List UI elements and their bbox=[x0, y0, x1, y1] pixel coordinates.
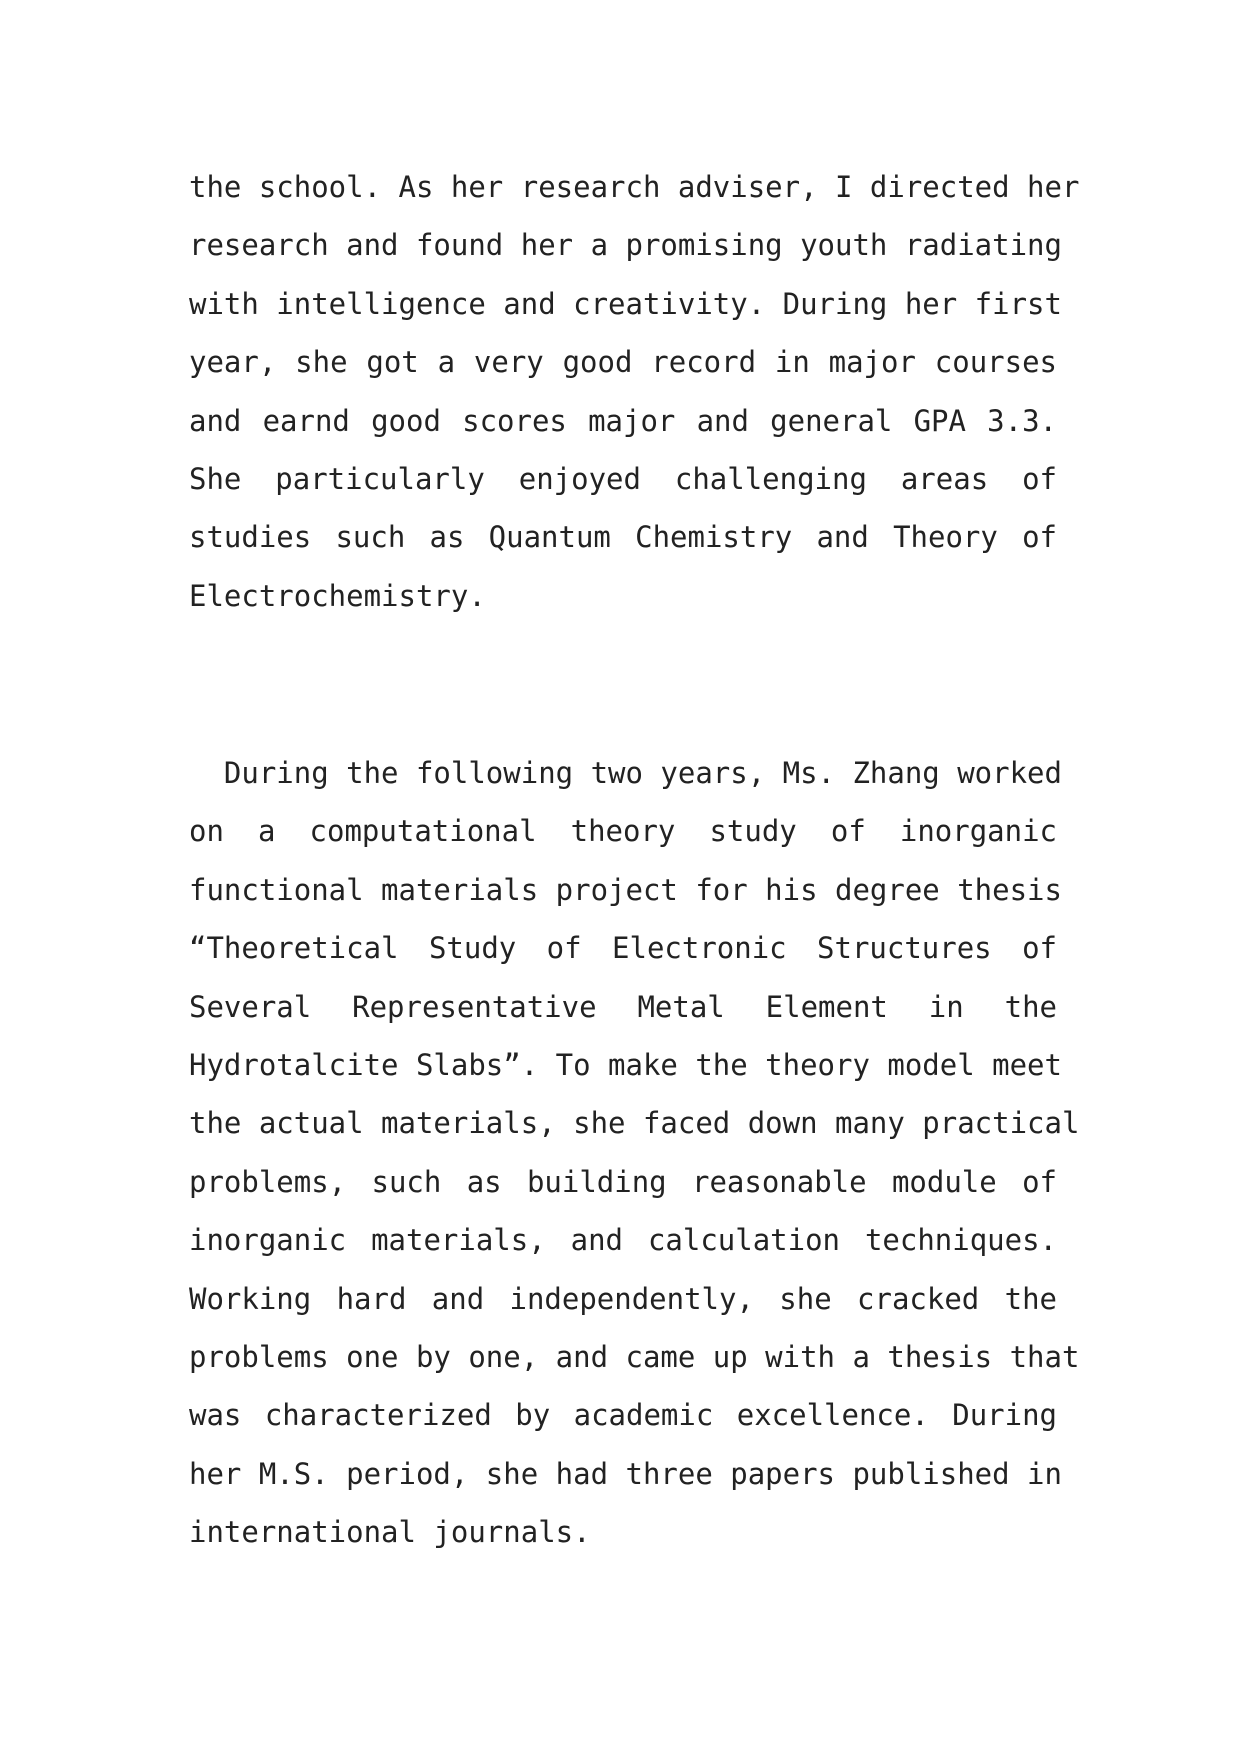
text-line: research and found her a promising youth radiating bbox=[189, 228, 1062, 263]
text-line: the actual materials, she faced down many practical bbox=[189, 1106, 1080, 1141]
text-line: Electrochemistry. bbox=[189, 578, 486, 613]
text-line: problems one by one, and came up with a thesis that bbox=[189, 1339, 1080, 1374]
text-line: with intelligence and creativity. During her first bbox=[189, 286, 1062, 321]
text-line: international journals. bbox=[189, 1515, 591, 1550]
text-line: functional materials project for his degree thesis bbox=[189, 872, 1062, 907]
text-line: She particularly enjoyed challenging areas of bbox=[189, 461, 1057, 496]
text-line: problems, such as building reasonable module of bbox=[189, 1164, 1057, 1199]
text-line: During the following two years, Ms. Zhang worked bbox=[189, 756, 1062, 790]
text-line: on a computational theory study of inorganic bbox=[189, 814, 1057, 849]
text-line: Hydrotalcite Slabs”. To make the theory model meet bbox=[189, 1047, 1062, 1082]
text-line: inorganic materials, and calculation techniques. bbox=[189, 1223, 1057, 1258]
text-line: her M.S. period, she had three papers published in bbox=[189, 1456, 1062, 1491]
text-line: year, she got a very good record in major courses bbox=[189, 345, 1057, 380]
text-line: and earnd good scores major and general GPA 3.3. bbox=[189, 403, 1057, 438]
paragraph-2 bbox=[189, 744, 1080, 1561]
text-line: Working hard and independently, she cracked the bbox=[189, 1281, 1057, 1316]
paragraph-1 bbox=[189, 158, 1080, 625]
text-line: was characterized by academic excellence. During bbox=[189, 1398, 1057, 1433]
text-line: studies such as Quantum Chemistry and Theory of bbox=[189, 520, 1057, 555]
text-line: Several Representative Metal Element in the bbox=[189, 989, 1057, 1024]
text-line: the school. As her research adviser, I directed her bbox=[189, 170, 1080, 204]
text-line: “Theoretical Study of Electronic Structures of bbox=[189, 931, 1057, 966]
